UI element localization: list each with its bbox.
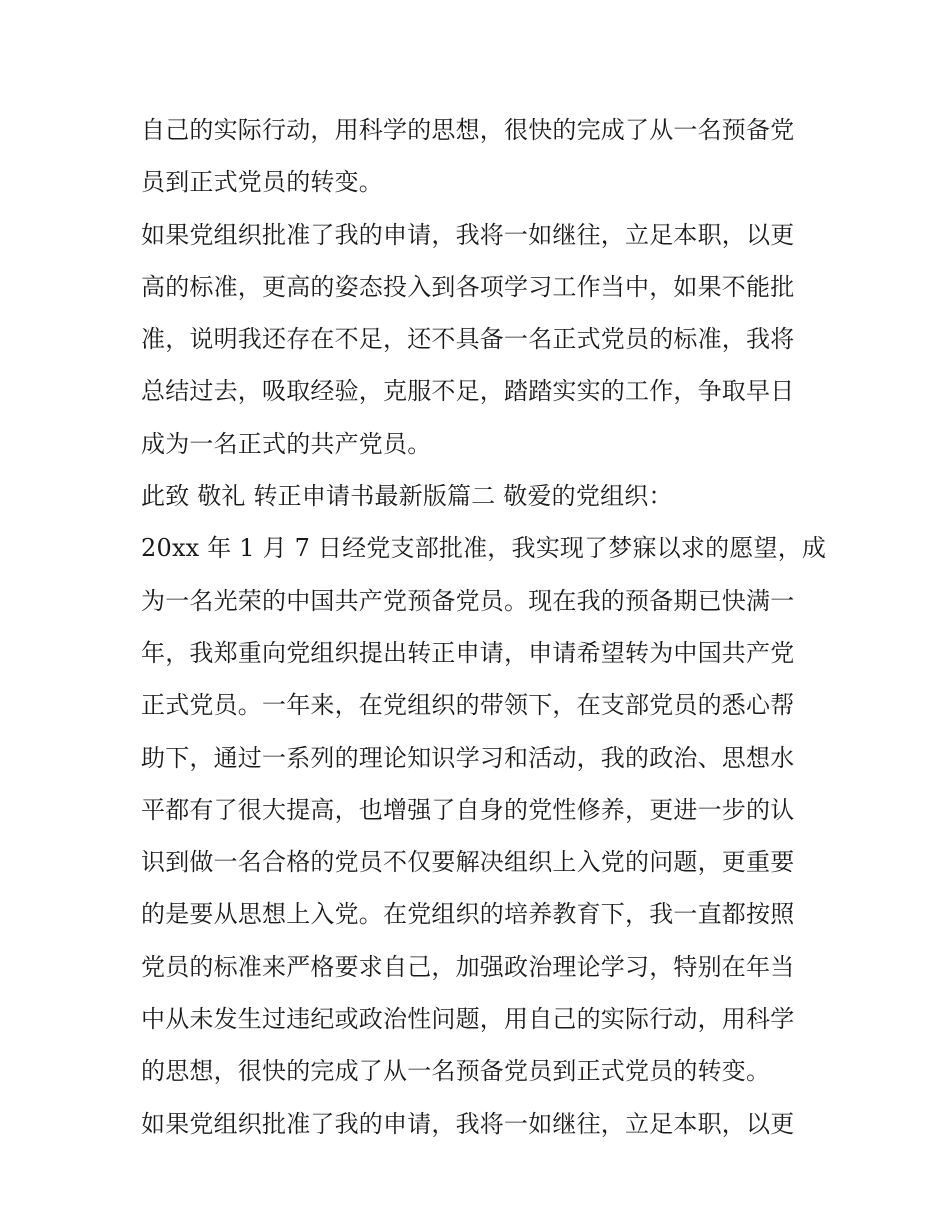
text-line: 如果党组织批准了我的申请，我将一如继往，立足本职，以更 [141, 220, 795, 249]
text-line: 助下，通过一系列的理论知识学习和活动，我的政治、思想水 [141, 743, 795, 772]
text-line: 正式党员。一年来，在党组织的带领下，在支部党员的悉心帮 [141, 691, 795, 720]
text-line: 总结过去，吸取经验，克服不足，踏踏实实的工作，争取早日 [141, 377, 795, 406]
text-line: 20xx 年 1 月 7 日经党支部批准，我实现了梦寐以求的愿望，成 [141, 534, 827, 563]
document-body [141, 104, 827, 1150]
text-line: 党员的标准来严格要求自己，加强政治理论学习，特别在年当 [141, 952, 795, 981]
text-line: 准，说明我还存在不足，还不具备一名正式党员的标准，我将 [141, 325, 795, 354]
text-line: 中从未发生过违纪或政治性问题，用自己的实际行动，用科学 [141, 1005, 795, 1034]
text-line: 如果党组织批准了我的申请，我将一如继往，立足本职，以更 [141, 1109, 795, 1138]
text-line: 年，我郑重向党组织提出转正申请，申请希望转为中国共产党 [141, 638, 795, 667]
text-line: 成为一名正式的共产党员。 [141, 429, 432, 458]
text-line: 的思想，很快的完成了从一名预备党员到正式党员的转变。 [141, 1057, 771, 1086]
text-line: 平都有了很大提高，也增强了自身的党性修养，更进一步的认 [141, 795, 795, 824]
text-line: 高的标准，更高的姿态投入到各项学习工作当中，如果不能批 [141, 272, 795, 301]
text-line: 员到正式党员的转变。 [141, 168, 383, 197]
text-line: 的是要从思想上入党。在党组织的培养教育下，我一直都按照 [141, 900, 795, 929]
text-line: 为一名光荣的中国共产党预备党员。现在我的预备期已快满一 [141, 586, 795, 615]
text-line: 识到做一名合格的党员不仅要解决组织上入党的问题，更重要 [141, 848, 795, 877]
salutation-line: 此致 敬礼 转正申请书最新版篇二 敬爱的党组织： [141, 482, 673, 511]
text-line: 自己的实际行动，用科学的思想，很快的完成了从一名预备党 [141, 116, 795, 144]
